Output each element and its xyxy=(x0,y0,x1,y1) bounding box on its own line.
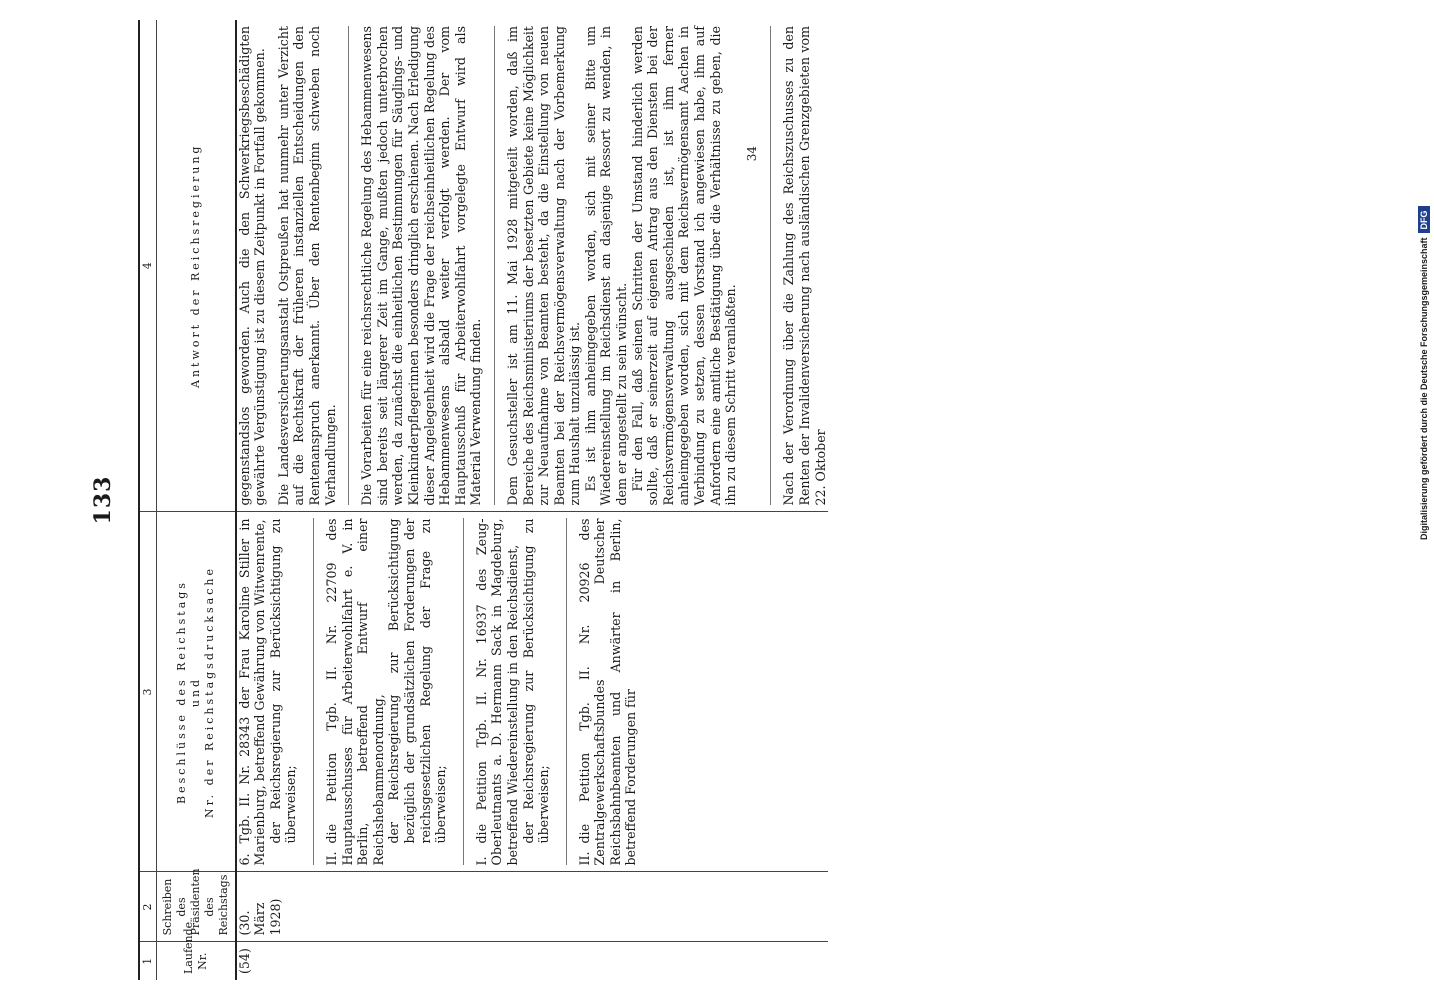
header-beschluesse-line1: Beschlüsse des Reichstags xyxy=(174,580,188,804)
header-antwort: Antwort der Reichsregierung xyxy=(156,20,236,512)
entry-text: die Petition Tgb. II. Nr. 22709 des Hauptausschusses für Arbeiterwohlfahrt e. V. in Berlin, betreffend Entwurf einer Reichshebammenordnung, xyxy=(323,518,386,866)
antwort-paragraph: Die Landesversicherungsanstalt Ostpreußen hat nunmehr unter Verzicht auf die Rechtskraft der früheren instanziellen Entscheidungen den Rentenanspruch anerkannt. Über den Rentenbeginn schweben noch Verhandlungen. xyxy=(275,26,338,506)
header-beschluesse xyxy=(156,512,236,872)
beschluss-entry xyxy=(324,519,449,866)
column-number: 2 xyxy=(139,872,156,942)
column-number-row xyxy=(139,20,156,980)
column-header-row xyxy=(156,20,236,980)
entry-action: der Reichsregierung zur Berücksichtigung zu überweisen; xyxy=(267,518,299,844)
laufende-nr: (54) xyxy=(236,948,252,974)
entry-number: II. xyxy=(323,851,339,866)
header-beschluesse-line3: Nr. der Reichstagsdrucksache xyxy=(202,566,216,819)
entry-action: der Reichsregierung zur Berücksichtigung bezüglich der grundsätzlichen Forderungen der reichsgesetzlichen Regelung der Frage zu überweisen; xyxy=(386,518,449,844)
column-number: 1 xyxy=(139,942,156,980)
antwort-paragraph: gegenstandslos geworden. Auch die den Schwerkriegsbeschädigten gewährte Vergünstigung ist zu diesem Zeitpunkt in Fortfall gekommen. xyxy=(236,26,268,506)
watermark-text: Digitalisierung gefördert durch die Deutsche Forschungsgemeinschaft xyxy=(1419,237,1429,540)
divider xyxy=(770,26,771,506)
divider xyxy=(463,519,464,866)
page-number: 133 xyxy=(90,475,116,525)
entry-text: die Petition Tgb. II. Nr. 20926 des Zentralgewerkschaftsbundes Deutscher Reichsbahnbeamten und Anwärter in Berlin, betreffend Forderungen für xyxy=(576,518,639,866)
entry-number: 6. xyxy=(236,853,252,866)
dfg-logo-icon: DFG xyxy=(1418,206,1430,233)
divider xyxy=(566,519,567,866)
document-page xyxy=(90,20,1330,980)
header-laufende-nr: Laufende Nr. xyxy=(156,942,236,980)
table-row xyxy=(236,20,829,980)
antwort-paragraph: Für den Fall, daß seinen Schritten der Umstand hinderlich werden sollte, daß er seinerzeit auf eigenen Antrag aus den Diensten bei der Reichsvermögensverwaltung ausgeschieden ist, ist ihm ferner anheimgegeben worden, sich mit dem Reichsvermögensamt Aachen in Verbindung zu setzen, dessen Vorstand ich angewiesen habe, ihm auf Anfordern eine amtliche Bestätigung über die Verhältnisse zu geben, die ihn zu diesem Schritt veranlaßten. xyxy=(629,26,739,506)
header-beschluesse-line2: und xyxy=(188,676,202,708)
dfg-watermark xyxy=(1408,0,1434,1000)
register-table xyxy=(138,20,828,980)
antwort-paragraph: Nach der Verordnung über die Zahlung des Reichszuschusses zu den Renten der Invalidenversicherung nach ausländischen Grenzgebieten vom 22. Oktober xyxy=(781,26,828,506)
entry-text: die Petition Tgb. II. Nr. 16937 des Zeug-Oberleutnants a. D. Hermann Sack in Magdeburg, betreffend Wiedereinstellung in den Reichsdienst, xyxy=(473,518,520,866)
entry-number: II. xyxy=(576,851,592,866)
entry-number: I. xyxy=(473,856,489,866)
column-number: 4 xyxy=(139,20,156,512)
beschluss-entry xyxy=(577,519,639,866)
beschluss-entry xyxy=(237,519,299,866)
entry-text: Tgb. II. Nr. 28343 der Frau Karoline Stiller in Marienburg, betreffend Gewährung von Witwenrente, xyxy=(236,518,268,866)
beschluss-entry xyxy=(474,519,552,866)
entry-action: der Reichsregierung zur Berücksichtigung zu überweisen; xyxy=(520,518,552,844)
antwort-paragraph: Dem Gesuchsteller ist am 11. Mai 1928 mitgeteilt worden, daß im Bereiche des Reichsministeriums der besetzten Gebiete keine Möglichkeit zur Neuaufnahme von Beamten besteht, da die Einstellung von neuen Beamten bei der Reichsvermögensverwaltung nach der Vorbemerkung zum Haushalt unzulässig ist. xyxy=(504,26,583,506)
antwort-paragraph: Die Vorarbeiten für eine reichsrechtliche Regelung des Hebammenwesens sind bereits seit längerer Zeit im Gange, mußten jedoch unterbrochen werden, da zunächst die einheitlichen Bestimmungen für Säuglings- und Kleinkinderpflegerinnen besonders dringlich erschienen. Nach Erledigung dieser Angelegenheit wird die Frage der reichseinheitlichen Regelung des Hebammenwesens alsbald weiter verfolgt werden. Der vom Hauptausschuß für Arbeiterwohlfahrt vorgelegte Entwurf wird als Material Verwendung finden. xyxy=(359,26,484,506)
divider xyxy=(348,26,349,506)
antwort-paragraph: Es ist ihm anheimgegeben worden, sich mit seiner Bitte um Wiedereinstellung im Reichsdienst an dasjenige Ressort zu wenden, in dem er angestellt zu sein wünscht. xyxy=(582,26,630,506)
divider xyxy=(313,519,314,866)
divider xyxy=(494,26,495,506)
header-schreiben: Schreiben des Präsidenten des Reichstags xyxy=(156,872,236,942)
sheet-number: 34 xyxy=(744,146,759,162)
beschluesse-cell xyxy=(236,512,829,872)
antwort-cell xyxy=(236,20,829,512)
schreiben-datum: (30. März 1928) xyxy=(236,872,829,942)
column-number: 3 xyxy=(139,512,156,872)
